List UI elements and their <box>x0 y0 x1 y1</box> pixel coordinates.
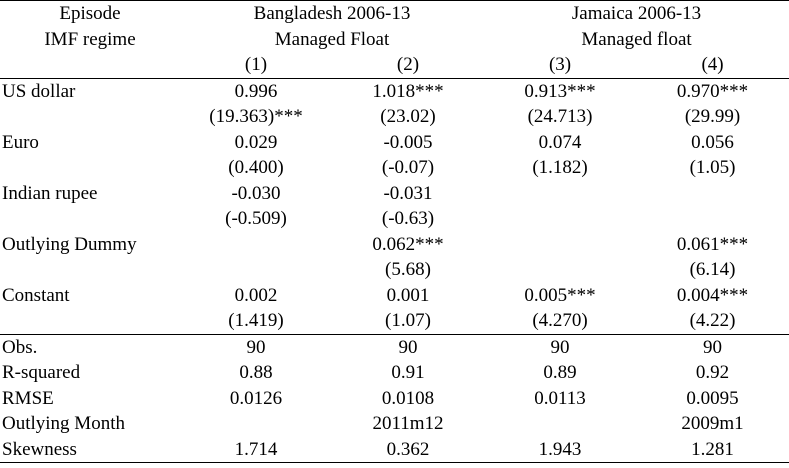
row-label: Outlying Dummy <box>2 233 137 255</box>
coef-cell: 0.029 <box>234 131 278 153</box>
row-dummy-coef <box>0 232 789 258</box>
tstat-cell: (-0.509) <box>225 208 287 230</box>
blank-cell <box>0 308 180 334</box>
tstat-cell: (24.713) <box>527 106 593 128</box>
regime-label: IMF regime <box>44 28 136 50</box>
stat-cell <box>180 411 332 437</box>
tstat-cell <box>636 206 789 232</box>
blank-cell <box>0 257 180 283</box>
stat-cell: 90 <box>636 334 789 360</box>
row-label: US dollar <box>0 78 180 104</box>
row-constant-tstat <box>0 308 789 334</box>
stat-label: Outlying Month <box>2 413 125 435</box>
header-row-columns <box>0 52 789 78</box>
coef-cell: -0.030 <box>231 182 281 204</box>
coef-cell: 0.001 <box>386 284 430 306</box>
coef-cell: -0.031 <box>383 182 433 204</box>
stat-cell: 0.0126 <box>229 387 283 409</box>
regime-bangladesh: Managed Float <box>274 28 390 50</box>
stat-cell: 2009m1 <box>681 413 744 435</box>
column-number-1: (1) <box>244 54 268 76</box>
coef-cell: 0.074 <box>538 131 582 153</box>
coef-cell <box>484 232 636 258</box>
stat-label: Skewness <box>0 437 180 463</box>
stat-label: Obs. <box>0 334 180 360</box>
tstat-cell: (5.68) <box>385 259 431 281</box>
regime-jamaica: Managed float <box>581 28 692 50</box>
tstat-cell: (29.99) <box>684 106 741 128</box>
column-number-blank <box>0 52 180 78</box>
tstat-cell: (23.02) <box>380 106 436 128</box>
stat-cell: 1.281 <box>636 437 789 463</box>
row-rupee-coef <box>0 181 789 207</box>
coef-cell: 0.061*** <box>676 233 749 255</box>
stat-cell: 1.943 <box>484 437 636 463</box>
stat-cell: 0.91 <box>391 362 425 384</box>
tstat-cell: (-0.63) <box>381 208 435 230</box>
row-skewness <box>0 437 789 463</box>
coef-cell <box>180 232 332 258</box>
stat-cell: 0.0095 <box>686 387 739 409</box>
tstat-cell: (1.05) <box>689 157 736 179</box>
stat-cell: 90 <box>332 334 484 360</box>
blank-cell <box>0 155 180 181</box>
row-label: Constant <box>2 284 70 306</box>
coef-cell <box>484 181 636 207</box>
row-label: Indian rupee <box>2 182 98 204</box>
coef-cell: 0.002 <box>234 284 278 306</box>
tstat-cell: (-0.07) <box>381 157 435 179</box>
blank-cell <box>0 104 180 130</box>
stat-cell: 0.89 <box>543 362 577 384</box>
tstat-cell: (1.419) <box>228 310 284 332</box>
row-rupee-tstat <box>0 206 789 232</box>
tstat-cell: (6.14) <box>689 259 736 281</box>
coef-cell: 0.056 <box>691 131 734 153</box>
tstat-cell: (4.270) <box>532 310 588 332</box>
coef-cell: 1.018*** <box>332 78 484 104</box>
stat-cell: 0.362 <box>332 437 484 463</box>
episode-bangladesh: Bangladesh 2006-13 <box>180 1 484 27</box>
row-usdollar-coef <box>0 78 789 104</box>
coef-cell: -0.005 <box>383 131 433 153</box>
stat-cell: 0.88 <box>239 362 273 384</box>
coef-cell: 0.004*** <box>676 284 749 306</box>
coef-cell: 0.996 <box>180 78 332 104</box>
column-number-2: (2) <box>396 54 420 76</box>
tstat-cell: (0.400) <box>228 157 284 179</box>
column-number-3: (3) <box>548 54 572 76</box>
coef-cell: 0.005*** <box>524 284 596 306</box>
coef-cell <box>636 181 789 207</box>
tstat-cell <box>484 257 636 283</box>
stat-label: RMSE <box>2 387 54 409</box>
header-row-episode <box>0 1 789 27</box>
row-euro-coef <box>0 130 789 156</box>
row-constant-coef <box>0 283 789 309</box>
stat-cell: 2011m12 <box>372 413 444 435</box>
stat-cell <box>484 411 636 437</box>
stat-cell: 0.92 <box>695 362 730 384</box>
row-euro-tstat <box>0 155 789 181</box>
coef-cell: 0.062*** <box>372 233 444 255</box>
episode-jamaica: Jamaica 2006-13 <box>484 1 789 27</box>
tstat-cell <box>484 206 636 232</box>
blank-cell <box>0 206 180 232</box>
stat-label: R-squared <box>2 362 81 384</box>
coef-cell: 0.970*** <box>636 78 789 104</box>
column-number-4: (4) <box>701 54 724 76</box>
stat-cell: 90 <box>484 334 636 360</box>
tstat-cell: (1.182) <box>532 157 588 179</box>
stat-cell: 0.0108 <box>381 387 435 409</box>
row-rsquared <box>0 360 789 386</box>
row-outlying-month <box>0 411 789 437</box>
tstat-cell: (4.22) <box>689 310 736 332</box>
row-dummy-tstat <box>0 257 789 283</box>
header-row-regime <box>0 27 789 53</box>
stat-cell: 90 <box>180 334 332 360</box>
episode-label: Episode <box>0 1 180 27</box>
stat-cell: 1.714 <box>180 437 332 463</box>
tstat-cell: (1.07) <box>385 310 431 332</box>
row-obs <box>0 334 789 360</box>
row-rmse <box>0 386 789 412</box>
tstat-cell <box>180 257 332 283</box>
stat-cell: 0.0113 <box>534 387 586 409</box>
coef-cell: 0.913*** <box>484 78 636 104</box>
row-usdollar-tstat <box>0 104 789 130</box>
row-label: Euro <box>2 131 39 153</box>
tstat-cell: (19.363)*** <box>209 106 303 128</box>
